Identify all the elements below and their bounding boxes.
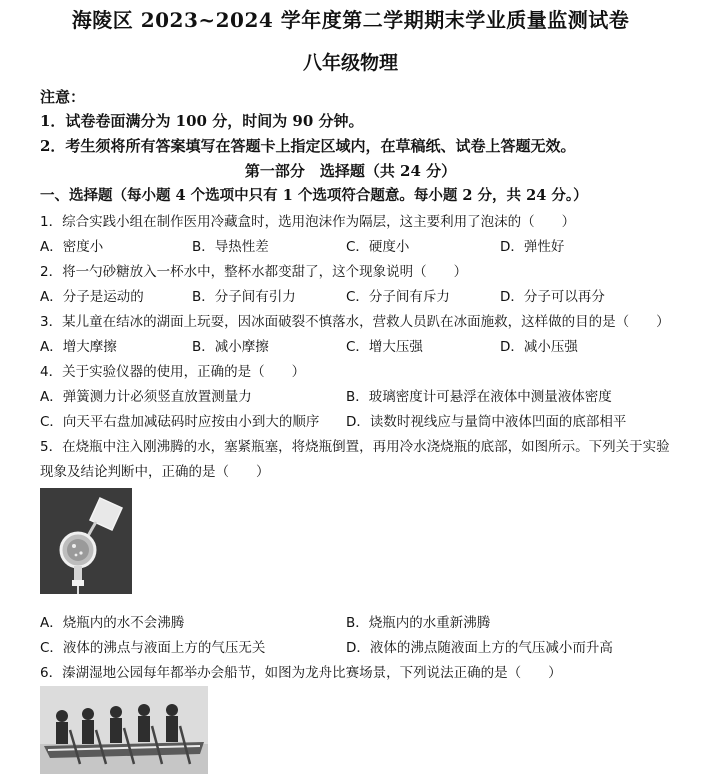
option: D．减小压强 [500, 339, 578, 355]
question-stem: 3．某儿童在结冰的湖面上玩耍，因冰面破裂不慎落水，营救人员趴在冰面施救，这样做的目的是（ ） [40, 314, 670, 330]
option: A．分子是运动的 [40, 289, 144, 305]
question-stem: 4．关于实验仪器的使用，正确的是（ ） [40, 364, 306, 380]
option: B．分子间有引力 [192, 289, 296, 305]
section-title: 第一部分 选择题（共 24 分） [244, 162, 457, 180]
option: D．弹性好 [500, 239, 565, 255]
exam-title: 海陵区 2023~2024 学年度第二学期期末学业质量监测试卷 [71, 8, 630, 32]
notes-label: 注意： [40, 88, 86, 106]
option: A．增大摩擦 [40, 339, 117, 355]
option: B．烧瓶内的水重新沸腾 [346, 615, 491, 631]
note-item: 2．考生须将所有答案填写在答题卡上指定区域内，在草稿纸、试卷上答题无效。 [40, 137, 576, 155]
flask-illustration [40, 488, 132, 594]
option: C．液体的沸点与液面上方的气压无关 [40, 640, 266, 656]
option: B．玻璃密度计可悬浮在液体中测量液体密度 [346, 389, 612, 405]
option: D．分子可以再分 [500, 289, 605, 305]
flask-experiment-figure [40, 488, 132, 594]
option: D．液体的沸点随液面上方的气压减小而升高 [346, 640, 613, 656]
option: C．硬度小 [346, 239, 410, 255]
question-stem: 5．在烧瓶中注入刚沸腾的水，塞紧瓶塞，将烧瓶倒置，再用冷水浇烧瓶的底部，如图所示。下列关于实验 [40, 439, 670, 455]
dragon-boat-photo [40, 686, 208, 774]
option: C．分子间有斥力 [346, 289, 450, 305]
option: A．烧瓶内的水不会沸腾 [40, 615, 185, 631]
option: A．弹簧测力计必须竖直放置测量力 [40, 389, 252, 405]
option: A．密度小 [40, 239, 104, 255]
option: C．向天平右盘加减砝码时应按由小到大的顺序 [40, 414, 320, 430]
note-item: 1．试卷卷面满分为 100 分，时间为 90 分钟。 [40, 112, 364, 130]
exam-subtitle: 八年级物理 [302, 52, 398, 74]
question-stem: 6．溱湖湿地公园每年都举办会船节，如图为龙舟比赛场景，下列说法正确的是（ ） [40, 665, 562, 681]
question-stem-continued: 现象及结论判断中，正确的是（ ） [40, 464, 270, 480]
option: B．减小摩擦 [192, 339, 269, 355]
question-stem: 2．将一勺砂糖放入一杯水中，整杯水都变甜了，这个现象说明（ ） [40, 264, 468, 280]
question-stem: 1．综合实践小组在制作医用冷藏盒时，选用泡沫作为隔层，这主要利用了泡沫的（ ） [40, 214, 576, 230]
option: D．读数时视线应与量筒中液体凹面的底部相平 [346, 414, 627, 430]
option: C．增大压强 [346, 339, 423, 355]
section-instruction: 一、选择题（每小题 4 个选项中只有 1 个选项符合题意。每小题 2 分，共 24 分。） [40, 187, 588, 204]
dragon-boat-figure [40, 686, 208, 774]
option: B．导热性差 [192, 239, 269, 255]
